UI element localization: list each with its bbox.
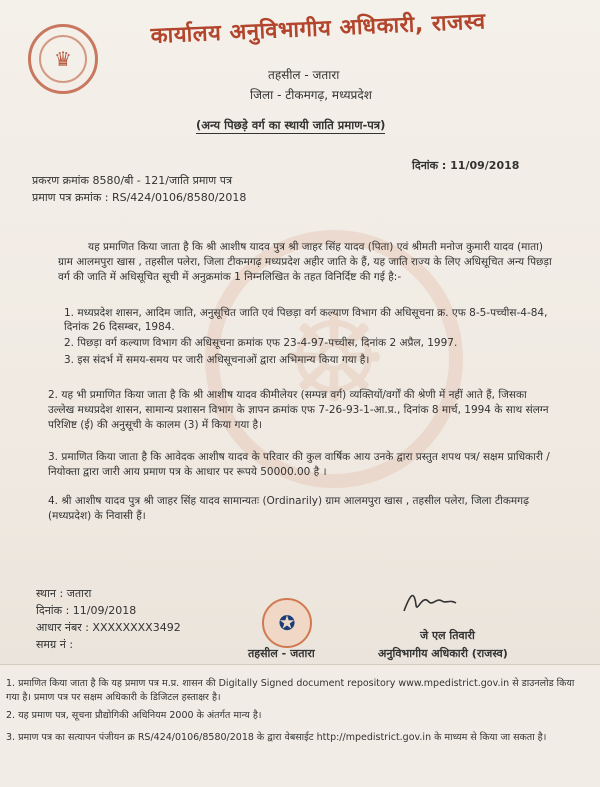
signatory-designation: अनुविभागीय अधिकारी (राजस्व) [378, 647, 508, 660]
signature-icon [400, 585, 460, 619]
government-emblem-icon [28, 24, 98, 94]
place-line: स्थान : जतारा [36, 587, 92, 600]
tehsil-line: तहसील - जतारा [268, 68, 340, 82]
aadhaar-line: आधार नंबर : XXXXXXXX3492 [36, 621, 181, 634]
signatory-name: जे एल तिवारी [420, 629, 475, 642]
samagra-line: समग्र नं : [36, 638, 74, 651]
footer-note-2: 2. यह प्रमाण पत्र, सूचना प्रौद्योगिकी अधिनियम 2000 के अंतर्गत मान्य है। [6, 710, 262, 721]
footer-notes [0, 664, 600, 787]
seal-label: तहसील - जतारा [248, 647, 315, 660]
footer-note-3: 3. प्रमाण पत्र का सत्यापन पंजीयन क्र RS/424/0106/8580/2018 के द्वारा वेबसाईट http://mpedistrict.gov.in के माध्यम से किया जा सकता है। [6, 732, 547, 743]
income-paragraph: 3. प्रमाणित किया जाता है कि आवेदक आशीष यादव के परिवार की कुल वार्षिक आय उनके द्वारा प्रस्तुत शपथ पत्र/ सक्षम प्राधिकारी / नियोक्ता द्वारा जारी आय प्रमाण पत्र के आधार पर रूपये 50000.00 है । [48, 451, 550, 478]
certificate-number: प्रमाण पत्र क्रमांक : RS/424/0106/8580/2018 [32, 191, 247, 204]
emblem-inner-icon: ♛ [39, 35, 87, 83]
footer-note-1b: गया है। प्रमाण पत्र पर सक्षम अधिकारी के डिजिटल हस्ताक्षर है। [6, 692, 221, 703]
watermark-emblem-icon: ☸ [205, 230, 463, 488]
footer-note-1: 1. प्रमाणित किया जाता है कि यह प्रमाण पत्र म.प्र. शासन की Digitally Signed document repository www.mpedistrict.gov.in से डाउनलोड किया [6, 678, 575, 689]
case-number: प्रकरण क्रमांक 8580/बी - 121/जाति प्रमाण पत्र [32, 174, 233, 187]
intro-paragraph: यह प्रमाणित किया जाता है कि श्री आशीष यादव पुत्र श्री जाहर सिंह यादव (पिता) एवं श्रीमती मनोज कुमारी यादव (माता) ग्राम आलमपुरा खास , तहसील पलेरा, जिला टीकमगढ़ मध्यप्रदेश अहीर जाति के हैं, यह जाति राज्य के लिए अधिसूचित अन्य पिछड़ा वर्ग की जाति में अधिसूचित सूची में अनुक्रमांक 1 निम्नलिखित के तहत विनिर्दिष्ट की गई है:- [58, 241, 552, 283]
certificate-title: (अन्य पिछड़े वर्ग का स्थायी जाति प्रमाण-पत्र) [196, 118, 386, 132]
notification-item-2: 2. पिछड़ा वर्ग कल्याण विभाग की अधिसूचना क्रमांक एफ 23-4-97-पच्चीस, दिनांक 2 अप्रैल, 1997. [64, 337, 458, 349]
office-title: कार्यालय अनुविभागीय अधिकारी, राजस्व [150, 9, 487, 49]
place-date-line: दिनांक : 11/09/2018 [36, 604, 137, 617]
notification-item-1: 1. मध्यप्रदेश शासन, आदिम जाति, अनुसूचित जाति एवं पिछड़ा वर्ग कल्याण विभाग की अधिसूचना क्र. एफ 8-5-पच्चीस-4-84, दिनांक 26 दिसम्बर, 1984. [64, 307, 548, 333]
issue-date: दिनांक : 11/09/2018 [412, 159, 520, 172]
notification-item-3: 3. इस संदर्भ में समय-समय पर जारी अधिसूचनाओं द्वारा अभिमान्य किया गया है। [64, 354, 370, 366]
district-line: जिला - टीकमगढ़, मध्यप्रदेश [250, 88, 372, 102]
residence-paragraph: 4. श्री आशीष यादव पुत्र श्री जाहर सिंह यादव सामान्यतः (Ordinarily) ग्राम आलमपुरा खास , तहसील पलेरा, जिला टीकमगढ़ (मध्यप्रदेश) के निवासी हैं। [48, 495, 530, 522]
tehsil-seal-icon: ✪ [262, 598, 312, 648]
creamy-layer-paragraph: 2. यह भी प्रमाणित किया जाता है कि श्री आशीष यादव कीमीलेयर (सम्पन्न वर्ग) व्यक्तियों/वर्गों की श्रेणी में नहीं आते हैं, जिसका उल्लेख मध्यप्रदेश शासन, सामान्य प्रशासन विभाग के ज्ञापन क्रमांक एफ 7-26-93-1-आ.प्र., दिनांक 8 मार्च, 1994 के साथ संलग्न परिशिष्ट (ई) की अनुसूची के कालम (3) में किया गया है। [48, 389, 549, 431]
